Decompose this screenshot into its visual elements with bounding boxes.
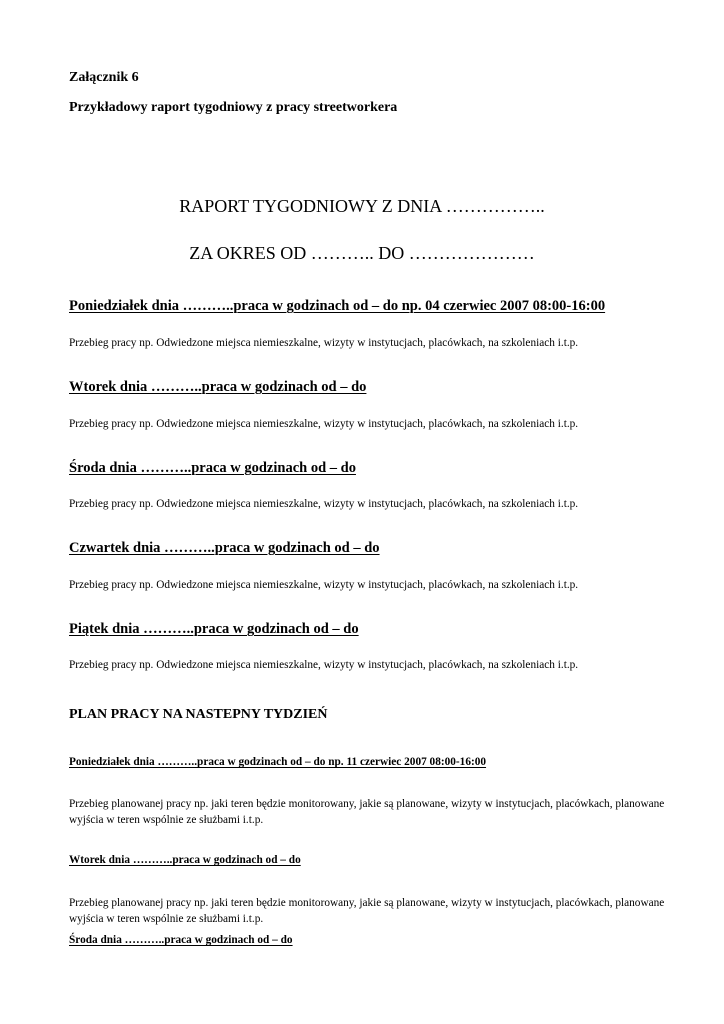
day-heading-wednesday: Środa dnia ………..praca w godzinach od – do [69,460,356,476]
day-heading-thursday: Czwartek dnia ………..praca w godzinach od – do [69,540,380,556]
report-title: RAPORT TYGODNIOWY Z DNIA …………….. [179,196,545,216]
day-text-thursday: Przebieg pracy np. Odwiedzone miejsca niemieszkalne, wizyty w instytucjach, placówkach, na szkoleniach i.t.p. [69,579,579,591]
day-heading-monday: Poniedziałek dnia ………..praca w godzinach od – do np. 04 czerwiec 2007 08:00-16:00 [69,298,606,314]
plan-heading-tuesday: Wtorek dnia ………..praca w godzinach od – do [69,854,301,866]
report-period: ZA OKRES OD ……….. DO ………………… [189,243,535,263]
annex-label: Załącznik 6 [69,70,139,85]
plan-heading: PLAN PRACY NA NASTEPNY TYDZIEŃ [69,707,328,722]
plan-text-monday: Przebieg planowanej pracy np. jaki teren będzie monitorowany, jakie są planowane, wizyty w instytucjach, placówkach, planowane wyjścia w teren wspólnie ze służbami i.t.p. [69,798,665,826]
day-text-monday: Przebieg pracy np. Odwiedzone miejsca niemieszkalne, wizyty w instytucjach, placówkach, na szkoleniach i.t.p. [69,337,579,349]
document-subtitle: Przykładowy raport tygodniowy z pracy streetworkera [69,100,398,115]
day-text-friday: Przebieg pracy np. Odwiedzone miejsca niemieszkalne, wizyty w instytucjach, placówkach, na szkoleniach i.t.p. [69,659,579,671]
plan-heading-wednesday: Środa dnia ………..praca w godzinach od – do [69,934,293,946]
day-heading-friday: Piątek dnia ………..praca w godzinach od – do [69,621,359,637]
day-text-wednesday: Przebieg pracy np. Odwiedzone miejsca niemieszkalne, wizyty w instytucjach, placówkach, na szkoleniach i.t.p. [69,498,579,510]
day-heading-tuesday: Wtorek dnia ………..praca w godzinach od – do [69,379,367,395]
plan-text-tuesday: Przebieg planowanej pracy np. jaki teren będzie monitorowany, jakie są planowane, wizyty w instytucjach, placówkach, planowane wyjścia w teren wspólnie ze służbami i.t.p. [69,897,665,925]
plan-heading-monday: Poniedziałek dnia ………..praca w godzinach od – do np. 11 czerwiec 2007 08:00-16:00 [69,756,487,768]
day-text-tuesday: Przebieg pracy np. Odwiedzone miejsca niemieszkalne, wizyty w instytucjach, placówkach, na szkoleniach i.t.p. [69,418,579,430]
